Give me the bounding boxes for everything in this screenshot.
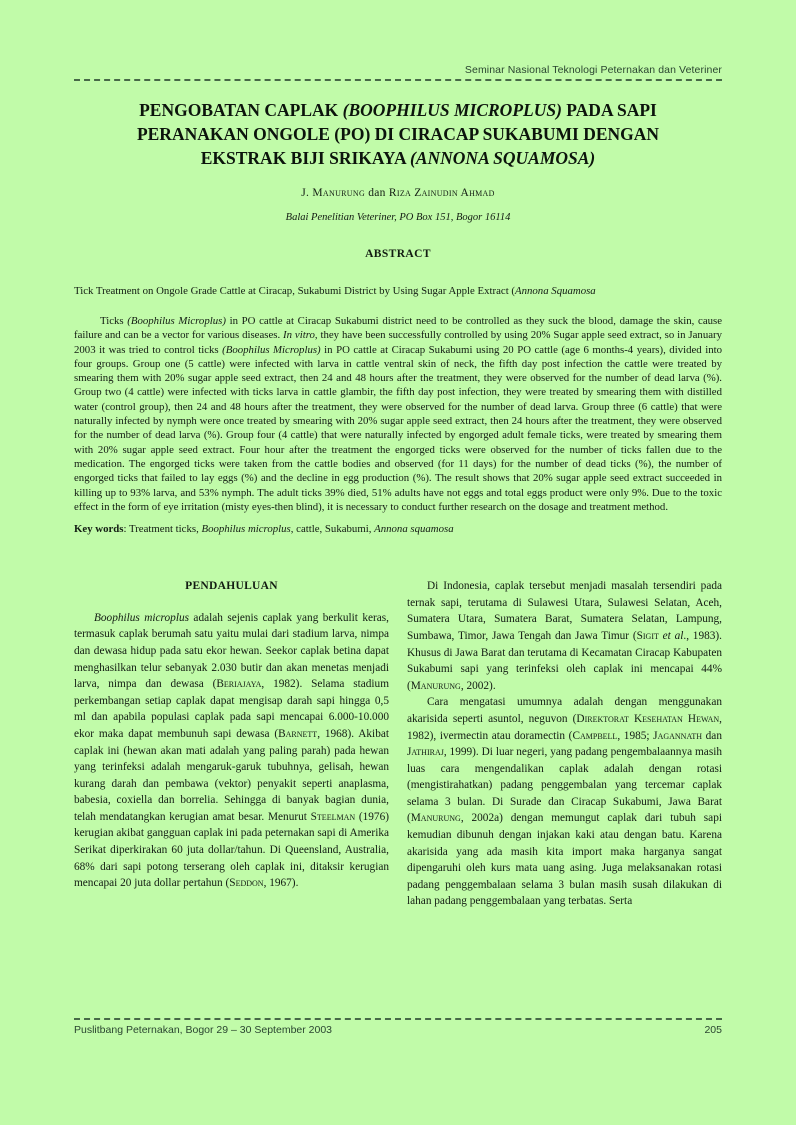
section-heading-pendahuluan: PENDAHULUAN: [185, 580, 278, 593]
right-column: [407, 578, 722, 910]
article-title-line-1: PENGOBATAN CAPLAK (BOOPHILUS MICROPLUS) PADA SAPI: [139, 100, 657, 120]
body-paragraph: Boophilus microplus adalah sejenis caplak yang berkulit keras, termasuk caplak berumah satu yaitu mulai dari stadium larva, nimpa dan dewasa hidup pada satu ekor hewan. Seekor caplak betina dapat menghasilkan telur sebanyak 2.030 butir dan akan menetas menjadi larva, nimpa dan dewasa (Beriajaya, 1982). Selama stadium perkembangan setiap caplak dapat mengisap darah sapi hingga 0,5 ml dan apabila populasi caplak pada sapi mencapai 6.000-10.000 ekor maka dapat membunuh sapi dewasa (Barnett, 1968). Akibat caplak ini (hewan akan mati adalah yang paling parah) pada hewan yang terinfeksi adalah mengaruk-garuk tubuhnya, gelisah, hewan kurang darah dan pembawa (vektor) penyakit seperti anaplasma, babesia, coxiella dan borrelia. Sehingga di banyak bagian dunia, telah mendatangkan kerugian amat besar. Menurut Steelman (1976) kerugian akibat gangguan caplak ini pada peternakan sapi di Amerika Serikat diperkirakan 60 juta dollar/tahun. Di Queensland, Australia, 68% dari sapi potong terserang oleh caplak ini, ditaksir kerugian mencapai 20 juta dollar pertahun (Seddon, 1967).: [74, 611, 389, 890]
keywords-line: Key words: Treatment ticks, Boophilus microplus, cattle, Sukabumi, Annona squamosa: [74, 523, 454, 536]
footer-divider: [74, 1018, 722, 1020]
two-column-body: [74, 578, 722, 910]
author-names: J. Manurung dan Riza Zainudin Ahmad: [301, 187, 495, 199]
abstract-heading: ABSTRACT: [365, 248, 431, 260]
article-title-line-2: PERANAKAN ONGOLE (PO) DI CIRACAP SUKABUMI DENGAN: [136, 124, 660, 144]
body-paragraph: Cara mengatasi umumnya adalah dengan menggunakan akarisida seperti asuntol, neguvon (Direktorat Kesehatan Hewan, 1982), ivermectin atau doramectin (Campbell, 1985; Jagannath dan Jathiraj, 1999). Di luar negeri, yang padang pengembalaannya masih luas cara mengendalikan caplak adalah dengan rotasi (mengistirahatkan) padang penggembalan yang tercemar caplak selama 3 bulan. Di Surade dan Ciracap Sukabumi, Jawa Barat (Manurung, 2002a) dengan memungut caplak dari tubuh sapi kemudian dibunuh dengan injakan kaki atau dengan batu. Karena akarisida yang ada masih kita import maka harganya sangat dipengaruhi oleh kurs mata uang asing. Juga melaksanakan rotasi padang penggembalaan selama 3 bulan masih susah dilakukan di lahan padang penggembalaan yang terbatas. Serta: [407, 696, 722, 908]
footer-proceedings-info: Puslitbang Peternakan, Bogor 29 – 30 September 2003: [74, 1024, 333, 1036]
body-paragraph: Di Indonesia, caplak tersebut menjadi masalah tersendiri pada ternak sapi, terutama di Sulawesi Utara, Sulawesi Selatan, Aceh, Sumatera Utara, Sumatera Barat, Sumatera Selatan, Lampung, Sumbawa, Timor, Jawa Tengah dan Jawa Timur (Sigit et al., 1983). Khusus di Jawa Barat dan terutama di Kecamatan Ciracap Kabupaten Sukabumi sapi yang terinfeksi oleh caplak ini mencapai 44% (Manurung, 2002).: [407, 580, 722, 692]
left-column: [74, 578, 389, 910]
article-title: [80, 98, 716, 170]
article-title-line-3: EKSTRAK BIJI SRIKAYA (ANNONA SQUAMOSA): [200, 148, 596, 168]
header-divider: [74, 79, 722, 81]
abstract-body: Ticks (Boophilus Microplus) in PO cattle at Ciracap Sukabumi district need to be controlled as they suck the blood, damage the skin, cause failure and can be a vector for various diseases. In vitro, they have been successfully controlled by using 20% Sugar apple seed extract, so in January 2003 it was tried to control ticks (Boophilus Microplus) in PO cattle at Ciracap Sukabumi using 20 PO cattle (age 6 months-4 years), divided into four groups. Group one (5 cattle) were infected with larva in cattle ventral skin of neck, the fifth day post infection the cattle were treated by smearing them with 20% sugar apple seed extract, then 24 and 48 hours after the treatment, they were observed for the number of dead larva (%). Group two (4 cattle) were infected with ticks larva in cattle glambir, the fifth day post infection, they were treated by smearing them with distilled water (control group), then 24 and 48 hours after the treatment, they were observed for the number of dead larva. Group three (6 cattle) that were naturally infected by nymph were once treated by smearing with 20% sugar apple seed extract, then 24 hours after the treatment, they were observed for the number of dead larva (%). Group four (4 cattle) that were naturally infected by engorged adult female ticks, were treated by smearing them with 20% sugar apple seed extract. Four hour after the treatment the engorged ticks were observed for the number of ticks fallen due to the medication. The engorged ticks were taken from the cattle bodies and observed (for 11 days) for the number of dead ticks (%), the number of engorged ticks that failed to lay eggs (%) and the decline in egg production (%). The result shows that 20% sugar apple seed extract succeeded in killing up to 93% larva, and 53% nymph. The adult ticks 39% died, 51% adults have not eggs and total eggs product were only 9%. Due to the toxic effect in the form of eye irritation (misty eyes-then blind), it is necessary to conduct further research on the dosage and treatment method.: [74, 315, 723, 513]
page-footer: [74, 1018, 722, 1036]
running-head: Seminar Nasional Teknologi Peternakan dan Veteriner: [464, 64, 722, 76]
author-affiliation: Balai Penelitian Veteriner, PO Box 151, Bogor 16114: [285, 212, 511, 223]
abstract-english-title: Tick Treatment on Ongole Grade Cattle at Ciracap, Sukabumi District by Using Sugar Apple Extract (Annona Squamosa: [74, 285, 596, 297]
page-number: 205: [704, 1024, 722, 1036]
